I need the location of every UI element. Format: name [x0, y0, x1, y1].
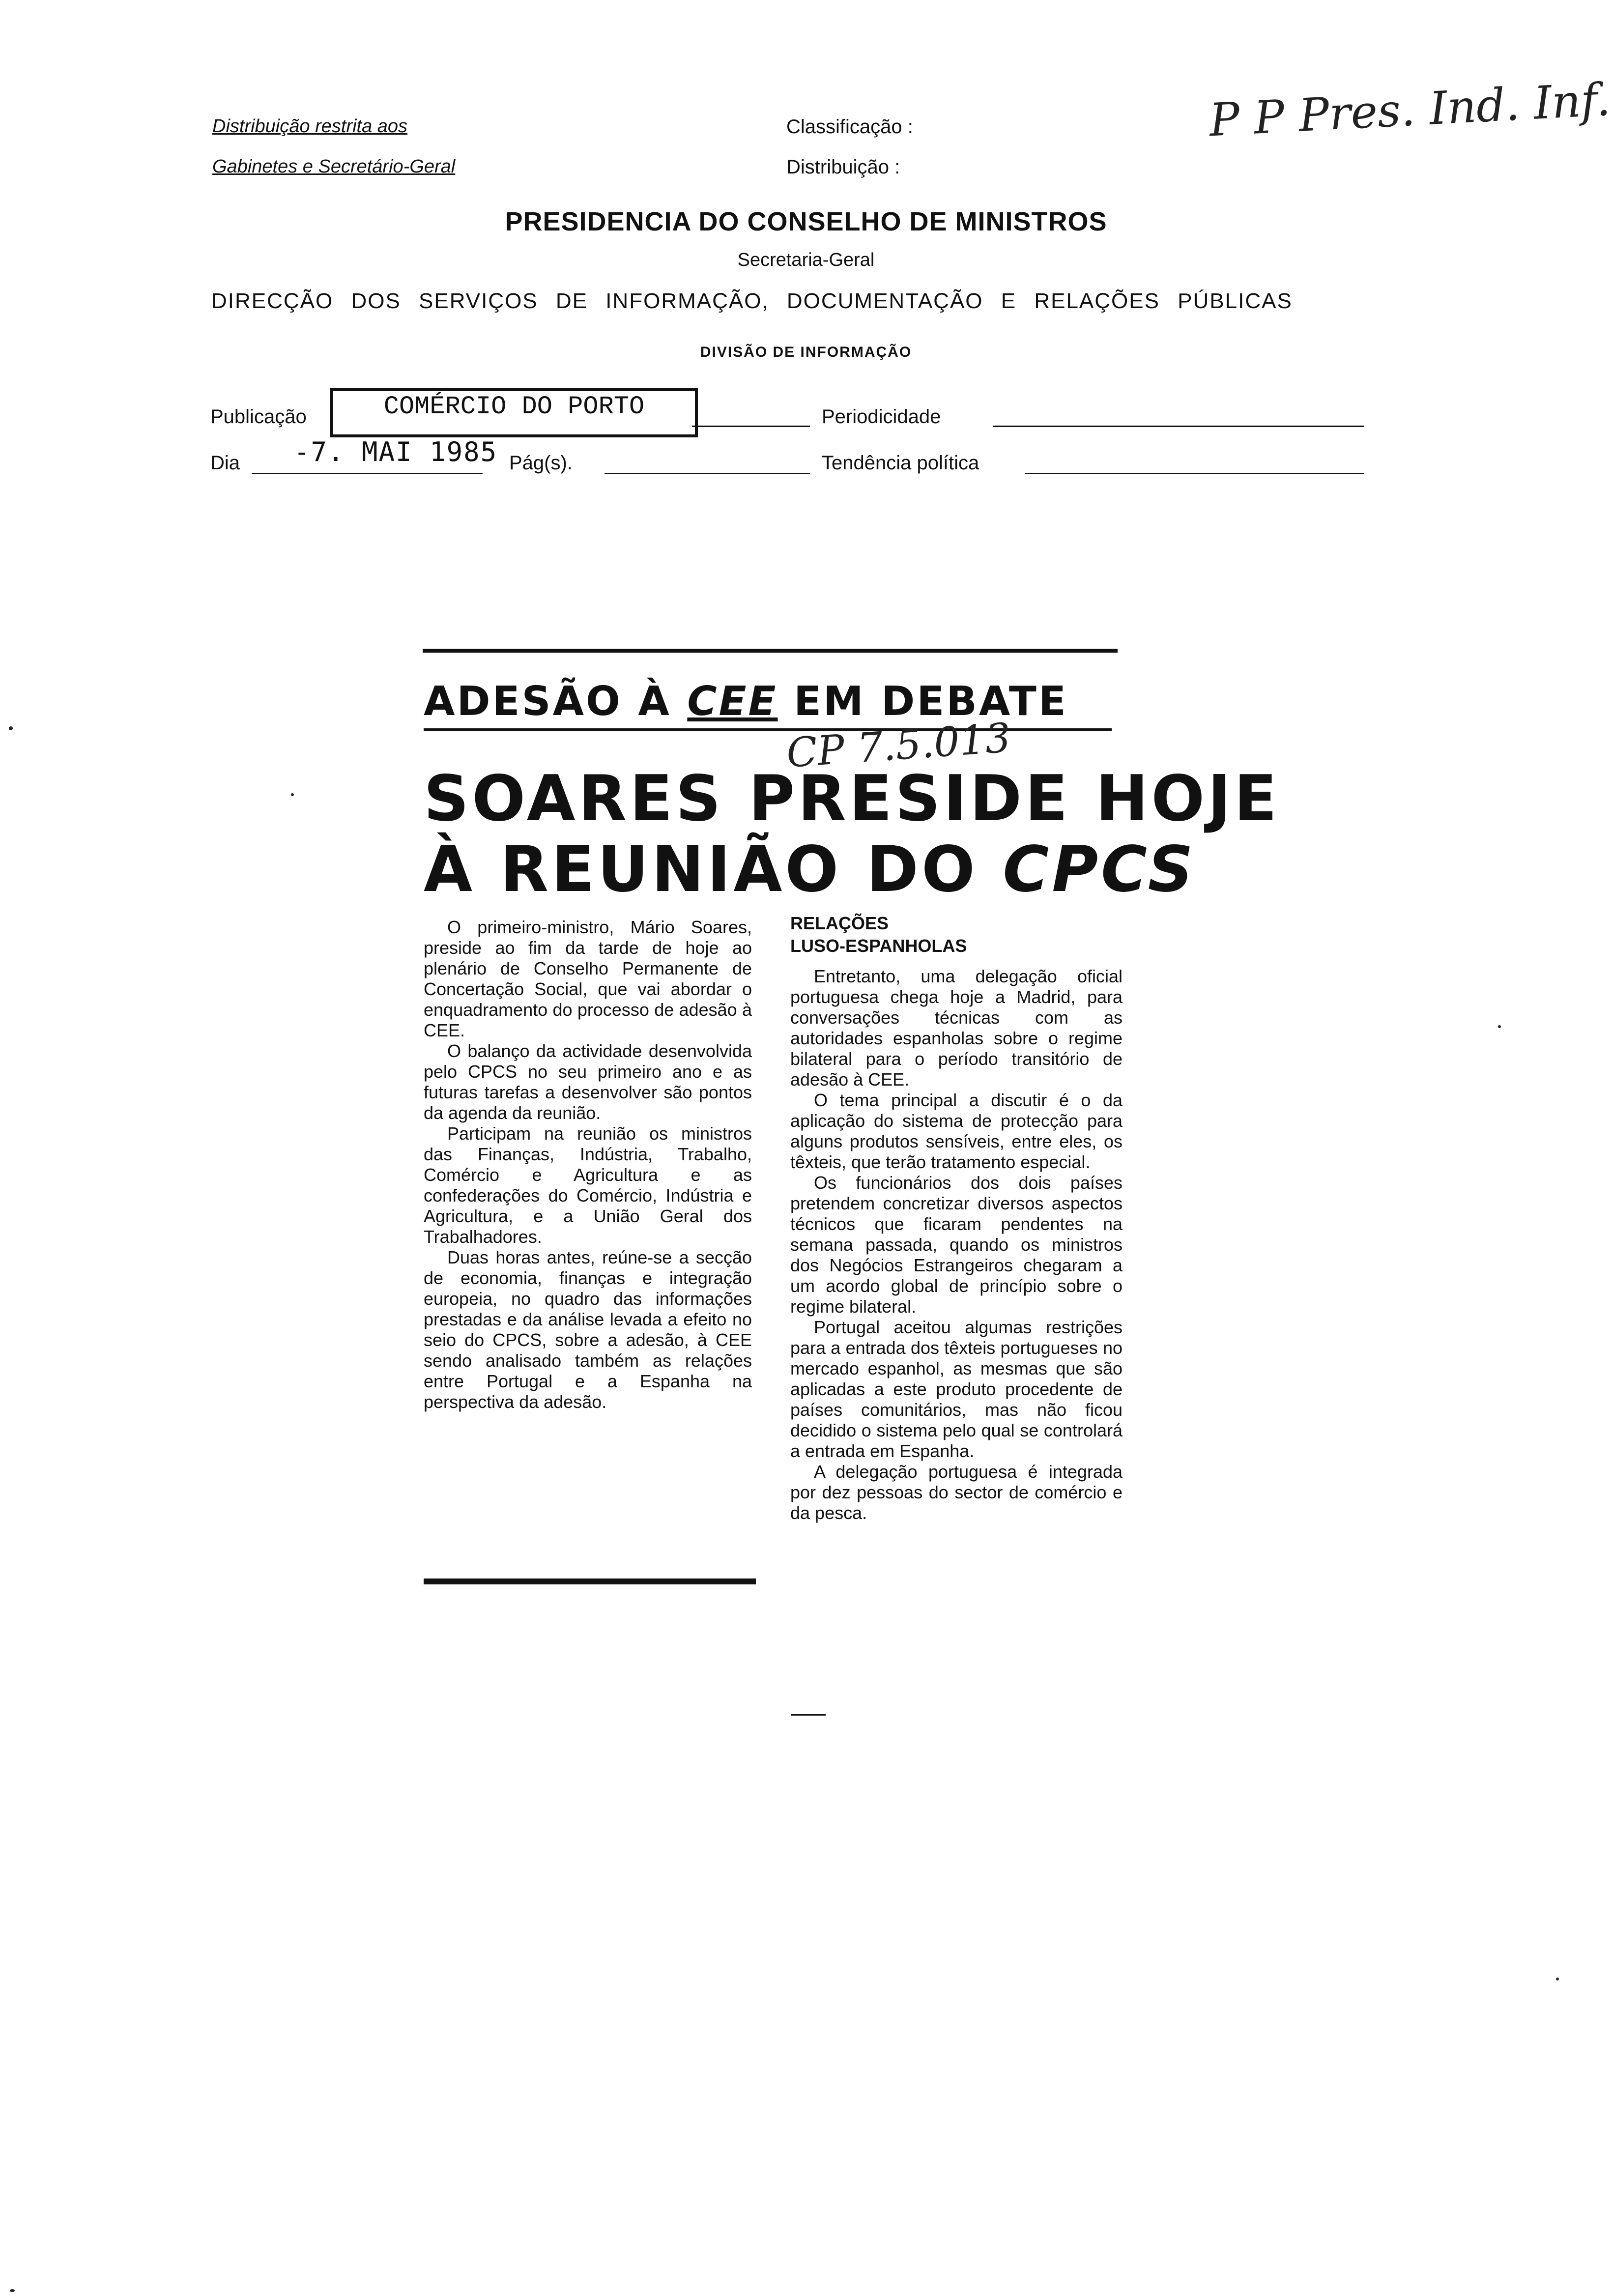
handwritten-annotation: P P Pres. Ind. Inf.: [1208, 73, 1612, 147]
distribution-restricted-line: Distribuição restrita aos: [212, 116, 408, 137]
section-title-line2: LUSO-ESPANHOLAS: [790, 936, 967, 956]
distribution-label: Distribuição :: [786, 156, 900, 178]
division-name: DIVISÃO DE INFORMAÇÃO: [700, 344, 912, 360]
institution-title: PRESIDENCIA DO CONSELHO DE MINISTROS: [505, 207, 1107, 236]
political-tendency-label: Tendência política: [822, 452, 979, 474]
publication-label: Publicação: [210, 406, 307, 428]
col2-paragraph: O tema principal a discutir é o da aplicação do sistema de protecção para alguns produtos sensíveis, entre eles, os têxteis, que terão tratamento especial.: [790, 1090, 1123, 1172]
classification-label: Classificação :: [786, 116, 913, 138]
col1-paragraph: Participam na reunião os ministros das Finanças, Indústria, Trabalho, Comércio e Agricultura e as confederações do Comércio, Indústria e Agricultura, e a União Geral dos Trabalhadores.: [424, 1123, 752, 1247]
col1-paragraph: O balanço da actividade desenvolvida pelo CPCS no seu primeiro ano e as futuras tarefas a desenvolver são pontos da agenda da reunião.: [424, 1041, 752, 1123]
distribution-cabinets-line: Gabinetes e Secretário-Geral: [212, 156, 456, 177]
column-1-end-rule: [424, 1578, 756, 1584]
col1-paragraph: Duas horas antes, reúne-se a secção de economia, finanças e integração europeia, no quadro das informações prestadas e da análise levada a efeito no seio do CPCS, sobre a adesão, à CEE sendo analisado também as relações entre Portugal e a Espanha na perspectiva da adesão.: [424, 1247, 752, 1412]
clipping-top-rule: [423, 649, 1118, 653]
kicker-text-start: ADESÃO À: [424, 678, 688, 725]
column-2-end-rule: [791, 1714, 826, 1716]
col2-paragraph: Entretanto, uma delegação oficial portuguesa chega hoje a Madrid, para conversações técnicas com as autoridades espanholas sobre o regime bilateral para o período transitório de adesão à CEE.: [790, 966, 1123, 1090]
pages-label: Pág(s).: [509, 452, 573, 474]
day-line: [252, 473, 483, 474]
article-headline-line2: [424, 835, 1196, 904]
handwritten-archive-code: CP 7.5.013: [785, 715, 1012, 777]
headline-text-cpcs: CPCS: [1003, 833, 1196, 906]
directorate-name: DIRECÇÃO DOS SERVIÇOS DE INFORMAÇÃO, DOCUMENTAÇÃO E RELAÇÕES PÚBLICAS: [211, 289, 1293, 313]
publication-line: [692, 426, 810, 427]
col2-paragraph: Os funcionários dos dois países pretendem concretizar diversos aspectos técnicos que ficaram pendentes na semana passada, quando os ministros dos Negócios Estrangeiros chegaram a um acordo global de princípio sobre o regime bilateral.: [790, 1173, 1123, 1317]
date-stamp: -7. MAI 1985: [294, 436, 498, 467]
scan-speck: [1498, 1025, 1501, 1028]
periodicity-label: Periodicidade: [822, 406, 941, 428]
kicker-text-end: EM DEBATE: [777, 678, 1068, 725]
kicker-text-cee: CEE: [687, 678, 778, 725]
article-headline-line1: SOARES PRESIDE HOJE: [424, 762, 1280, 835]
section-title-line1: RELAÇÕES: [790, 913, 889, 933]
article-column-1: [424, 917, 752, 1412]
institution-subtitle: Secretaria-Geral: [737, 250, 875, 270]
scan-speck: [9, 726, 13, 730]
pages-line: [604, 473, 810, 474]
col2-paragraph: Portugal aceitou algumas restrições para a entrada dos têxteis portugueses no mercado espanhol, as mesmas que são aplicadas a este produto procedente de países comunitários, mas não ficou decidido o sistema pelo qual se controlará a entrada em Espanha.: [790, 1317, 1123, 1461]
political-tendency-line: [1025, 473, 1364, 474]
col1-paragraph: O primeiro-ministro, Mário Soares, preside ao fim da tarde de hoje ao plenário de Conselho Permanente de Concertação Social, que vai abordar o enquadramento do processo de adesão à CEE.: [424, 917, 752, 1040]
headline-text-start: À REUNIÃO DO: [424, 833, 1003, 906]
day-label: Dia: [210, 452, 240, 474]
col2-paragraph: A delegação portuguesa é integrada por dez pessoas do sector de comércio e da pesca.: [790, 1462, 1123, 1523]
periodicity-line: [993, 426, 1364, 427]
article-column-2: [790, 966, 1123, 1523]
publication-name-box: COMÉRCIO DO PORTO: [330, 388, 698, 437]
scan-speck: [10, 2289, 15, 2292]
scan-speck: [1556, 1978, 1559, 1980]
scan-speck: [291, 793, 294, 796]
